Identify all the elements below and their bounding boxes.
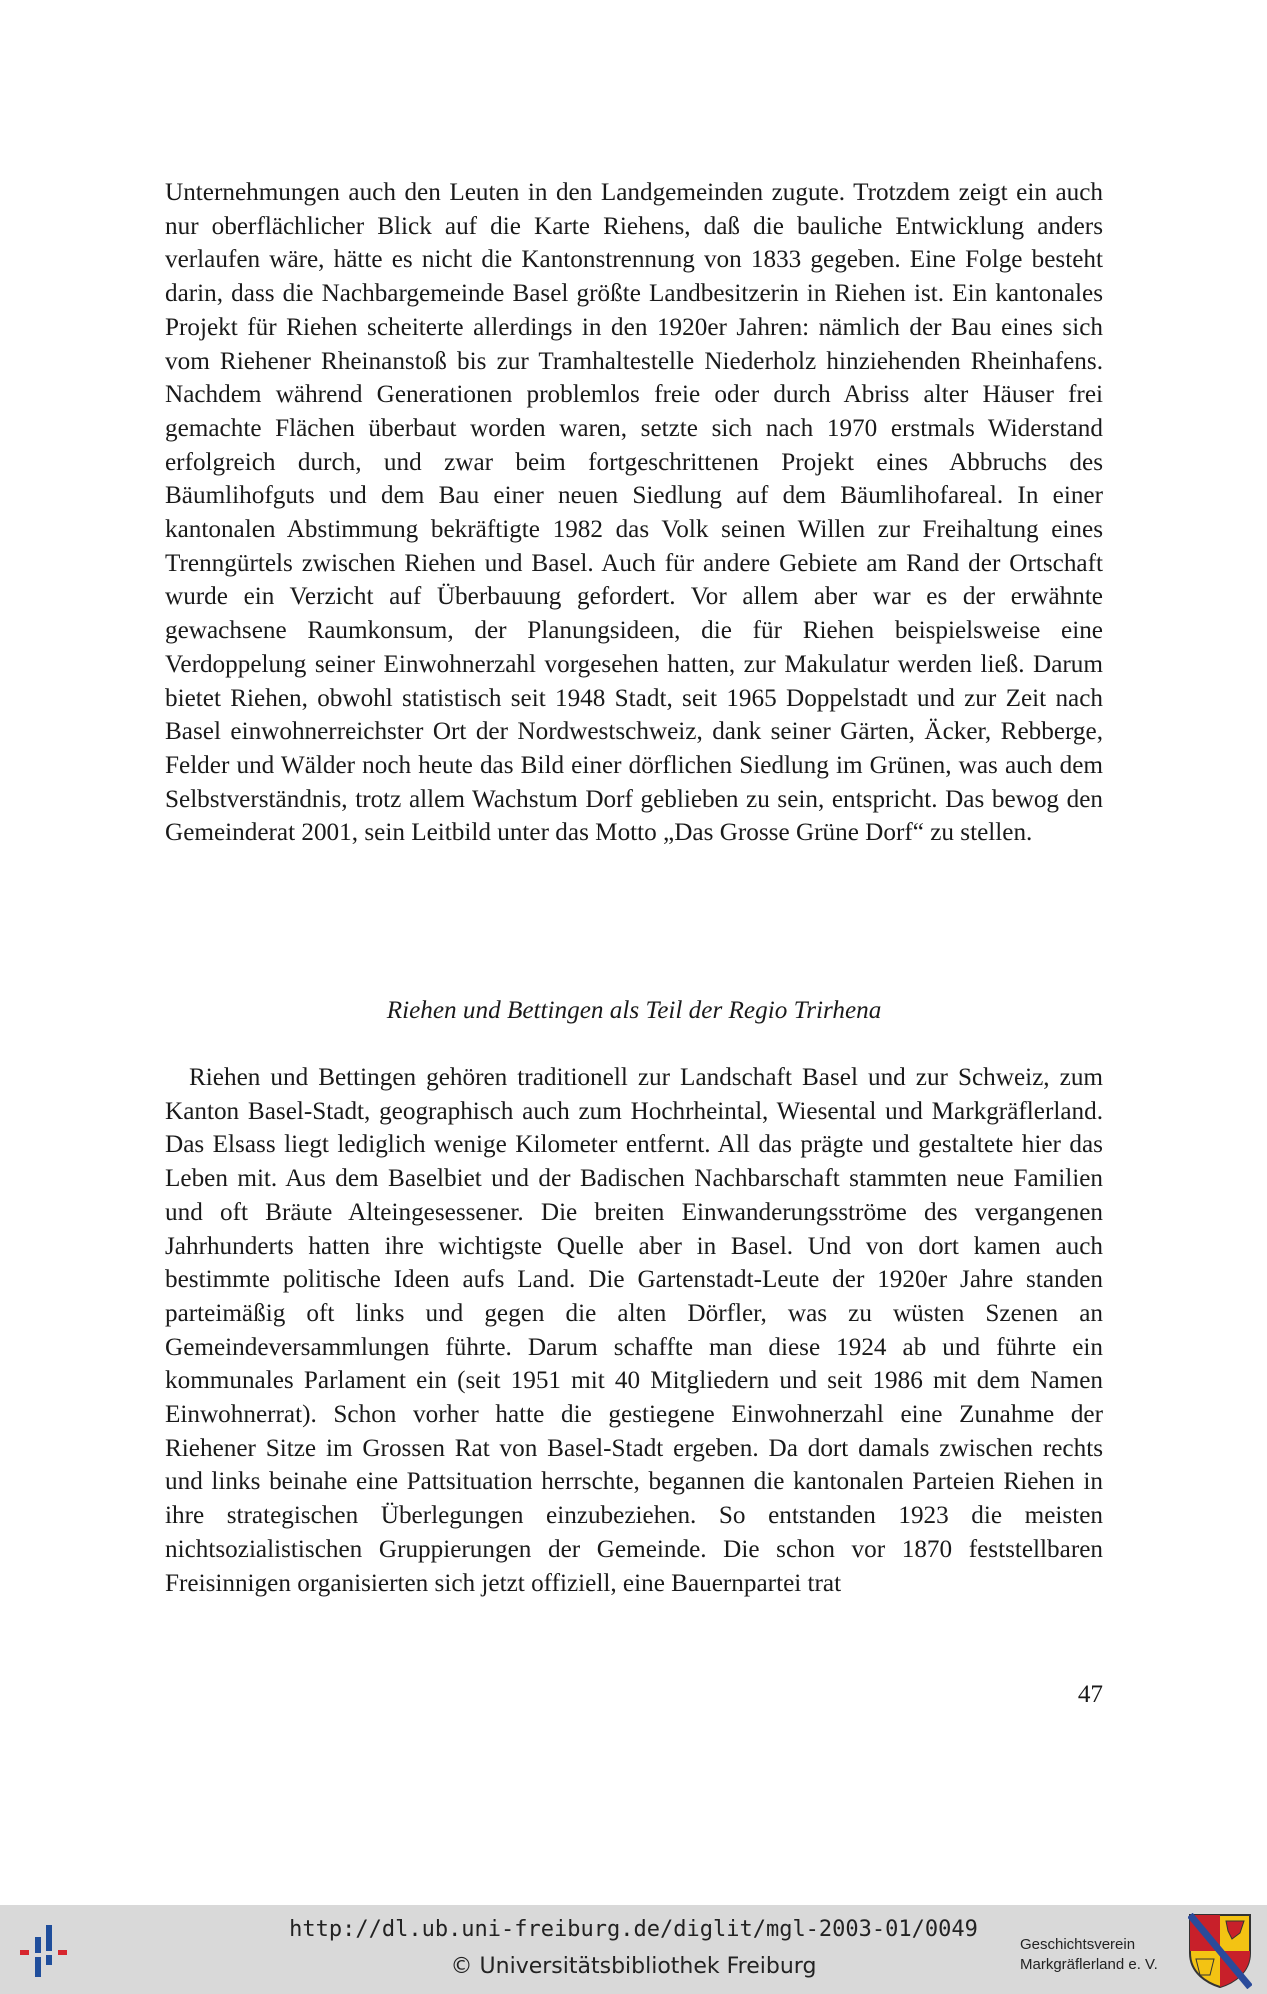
body-paragraph-2: Riehen und Bettingen gehören traditionell zur Landschaft Basel und zur Schweiz, zum Kanton Basel-Stadt, geographisch auch zum Hochrheintal, Wiesental und Markgräflerland. Das Elsass liegt lediglich wenige Kilometer entfernt. All das prägte und gestaltete hier das Leben mit. Aus dem Baselbiet und der Badischen Nachbarschaft stammten neue Familien und oft Bräute Alteingesessener. Die breiten Einwanderungsströme des vergangenen Jahrhunderts hatten ihre wichtigste Quelle aber in Basel. Und von dort kamen auch bestimmte politische Ideen aufs Land. Die Gartenstadt-Leute der 1920er Jahre standen parteimäßig oft links und gegen die alten Dörfler, was zu wüsten Szenen an Gemeindeversammlungen führte. Darum schaffte man diese 1924 ab und führte ein kommunales Parlament ein (seit 1951 mit 40 Mitgliedern und seit 1986 mit dem Namen Einwohnerrat). Schon vorher hatte die gestiegene Einwohnerzahl eine Zunahme der Riehener Sitze im Grossen Rat von Basel-Stadt ergeben. Da dort damals zwischen rechts und links beinahe eine Pattsituation herrschte, begannen die kantonalen Parteien Riehen in ihre strategischen Überlegungen einzubeziehen. So entstanden 1923 die meisten nichtsozialistischen Gruppierungen der Gemeinde. Die schon vor 1870 feststellbaren Freisinnigen organisierten sich jetzt offiziell, eine Bauernpartei trat	[165, 1064, 1103, 1597]
footer-url-link[interactable]: http://dl.ub.uni-freiburg.de/diglit/mgl-2003-01/0049	[289, 1917, 978, 1942]
coat-of-arms-icon	[1188, 1913, 1252, 1989]
footer-copyright: © Universitätsbibliothek Freiburg	[450, 1954, 817, 1979]
footer-bar	[0, 1905, 1267, 1994]
footer-org-line-2: Markgräflerland e. V.	[1020, 1956, 1158, 1973]
section-heading: Riehen und Bettingen als Teil der Regio Trirhena	[386, 997, 882, 1024]
footer-org-line-1: Geschichtsverein	[1020, 1936, 1136, 1953]
body-paragraph-1: Unternehmungen auch den Leuten in den Landgemeinden zugute. Trotzdem zeigt ein auch nur oberflächlicher Blick auf die Karte Riehens, daß die bauliche Entwicklung anders verlaufen wäre, hätte es nicht die Kantonstrennung von 1833 gegeben. Eine Folge besteht darin, dass die Nachbargemeinde Basel größte Landbesitzerin in Riehen ist. Ein kantonales Projekt für Riehen scheiterte allerdings in den 1920er Jahren: nämlich der Bau eines sich vom Riehener Rheinanstoß bis zur Tramhaltestelle Niederholz hinziehenden Rheinhafens. Nachdem während Generationen problemlos freie oder durch Abriss alter Häuser frei gemachte Flächen überbaut worden waren, setzte sich nach 1970 erstmals Widerstand erfolgreich durch, und zwar beim fortgeschrittenen Projekt eines Abbruchs des Bäumlihofguts und dem Bau einer neuen Siedlung auf dem Bäumlihofareal. In einer kantonalen Abstimmung bekräftigte 1982 das Volk seinen Willen zur Freihaltung eines Trenngürtels zwischen Riehen und Basel. Auch für andere Gebiete am Rand der Ortschaft wurde ein Verzicht auf Überbauung gefordert. Vor allem aber war es der erwähnte gewachsene Raumkonsum, der Planungsideen, die für Riehen beispielsweise eine Verdoppelung seiner Einwohnerzahl vorgesehen hatten, zur Makulatur werden ließ. Darum bietet Riehen, obwohl statistisch seit 1948 Stadt, seit 1965 Doppelstadt und zur Zeit nach Basel einwohnerreichster Ort der Nordwestschweiz, dank seiner Gärten, Äcker, Rebberge, Felder und Wälder noch heute das Bild einer dörflichen Siedlung im Grünen, was auch dem Selbstverständnis, trotz allem Wachstum Dorf geblieben zu sein, entspricht. Das bewog den Gemeinderat 2001, sein Leitbild unter das Motto „Das Grosse Grüne Dorf“ zu stellen.	[165, 179, 1103, 847]
page-number: 47	[1077, 1681, 1103, 1708]
footer-organization	[1020, 1935, 1158, 1975]
